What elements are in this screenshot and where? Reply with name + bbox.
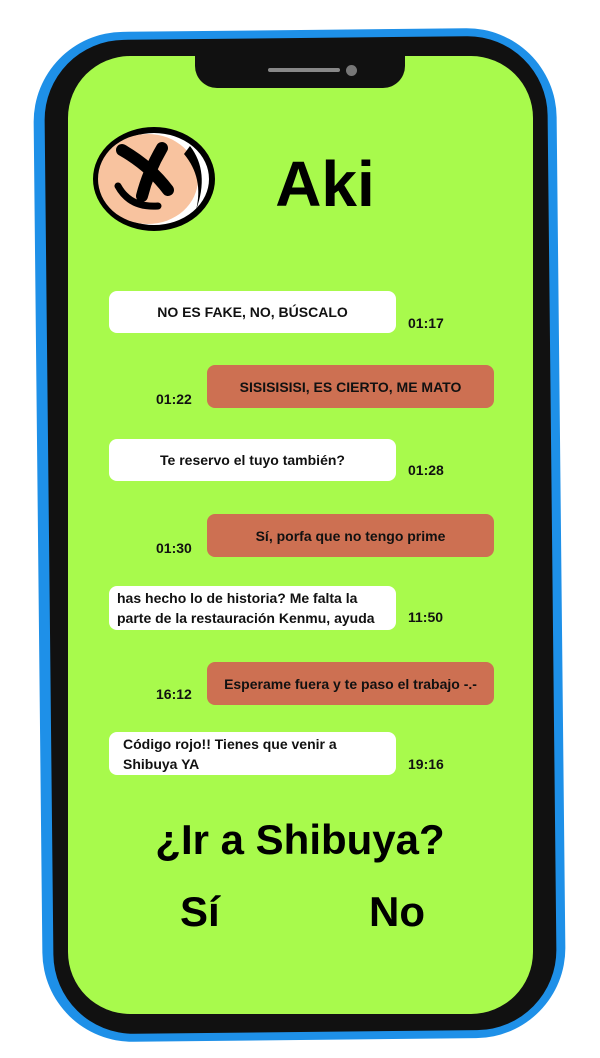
message-bubble-incoming (109, 291, 396, 333)
message-bubble-outgoing (207, 662, 494, 705)
message-line: Shibuya YA (123, 755, 200, 772)
message-text: Sí, porfa que no tengo prime (255, 527, 446, 544)
message-time: 01:17 (408, 315, 444, 331)
message-line: Código rojo!! Tienes que venir a (123, 735, 337, 752)
message-bubble-incoming (109, 439, 396, 481)
message-bubble-outgoing (207, 365, 494, 408)
camera-icon (346, 65, 357, 76)
message-text: Esperame fuera y te paso el trabajo -.- (224, 675, 477, 692)
message-time: 01:28 (408, 462, 444, 478)
message-time: 01:30 (156, 540, 192, 556)
message-line: parte de la restauración Kenmu, ayuda (117, 610, 375, 626)
message-time: 19:16 (408, 756, 444, 772)
choice-question: ¿Ir a Shibuya? (155, 816, 445, 863)
choice-yes-button[interactable]: Sí (180, 888, 220, 935)
message-line: has hecho lo de historia? Me falta la (117, 590, 358, 606)
message-bubble-outgoing (207, 514, 494, 557)
choice-no-button[interactable]: No (369, 888, 425, 935)
message-text: SISISISISI, ES CIERTO, ME MATO (239, 378, 462, 395)
message-text (117, 588, 375, 628)
message-text: NO ES FAKE, NO, BÚSCALO (157, 304, 348, 320)
phone-notch (195, 40, 405, 88)
message-bubble-incoming (109, 586, 396, 630)
message-time: 01:22 (156, 391, 192, 407)
message-text: Te reservo el tuyo también? (160, 452, 345, 468)
message-text (123, 734, 337, 774)
message-time: 16:12 (156, 686, 192, 702)
contact-name: Aki (275, 148, 375, 220)
message-bubble-incoming (109, 732, 396, 775)
avatar (92, 126, 216, 232)
speaker-icon (268, 68, 340, 72)
message-time: 11:50 (408, 609, 444, 625)
